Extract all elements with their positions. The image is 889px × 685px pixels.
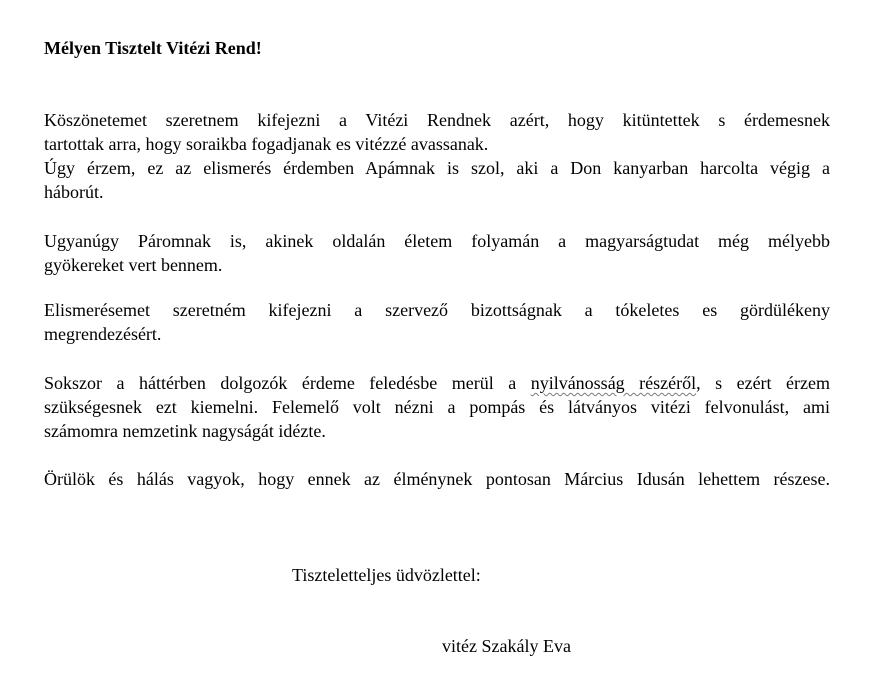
paragraph-line bbox=[44, 371, 830, 395]
paragraph-thanks bbox=[44, 467, 830, 491]
paragraph-gratitude bbox=[44, 108, 830, 204]
paragraph-line: Köszönetemet szeretnem kifejezni a Vitézi Rendnek azért, hogy kitüntettek s érdemesnek bbox=[44, 110, 830, 130]
spellcheck-marked-text: nyilvánosság részéről bbox=[530, 373, 697, 393]
paragraph-line: Úgy érzem, ez az elismerés érdemben Apámnak is szol, aki a Don kanyarban harcolta végig a bbox=[44, 158, 830, 178]
paragraph-line: Elismerésemet szeretném kifejezni a szervező bizottságnak a tókeletes es gördülékeny bbox=[44, 300, 830, 320]
paragraph-line: Ugyanúgy Páromnak is, akinek oldalán életem folyamán a magyarságtudat még mélyebb bbox=[44, 231, 830, 251]
line-text: , s ezért érzem bbox=[696, 373, 830, 393]
paragraph-line: Örülök és hálás vagyok, hogy ennek az élménynek pontosan Március Idusán lehettem részese. bbox=[44, 469, 830, 489]
letter-salutation: Mélyen Tisztelt Vitézi Rend! bbox=[44, 38, 262, 58]
paragraph-line: gyökereket vert bennem. bbox=[44, 255, 223, 275]
paragraph-partner bbox=[44, 229, 830, 277]
letter-signature: vitéz Szakály Eva bbox=[442, 636, 571, 656]
paragraph-line: számomra nemzetink nagyságát idézte. bbox=[44, 421, 326, 441]
paragraph-line: háborút. bbox=[44, 182, 104, 202]
paragraph-line: megrendezésért. bbox=[44, 324, 162, 344]
paragraph-line: szükségesnek ezt kiemelni. Felemelő volt nézni a pompás és látványos vitézi felvonulást, ami bbox=[44, 397, 830, 417]
line-text: Sokszor a háttérben dolgozók érdeme feledésbe merül a bbox=[44, 373, 531, 393]
paragraph-line: tartottak arra, hogy soraikba fogadjanak es vitézzé avassanak. bbox=[44, 134, 489, 154]
paragraph-background-workers bbox=[44, 371, 830, 443]
letter-closing: Tiszteletteljes üdvözlettel: bbox=[292, 565, 481, 585]
paragraph-organizers bbox=[44, 298, 830, 346]
